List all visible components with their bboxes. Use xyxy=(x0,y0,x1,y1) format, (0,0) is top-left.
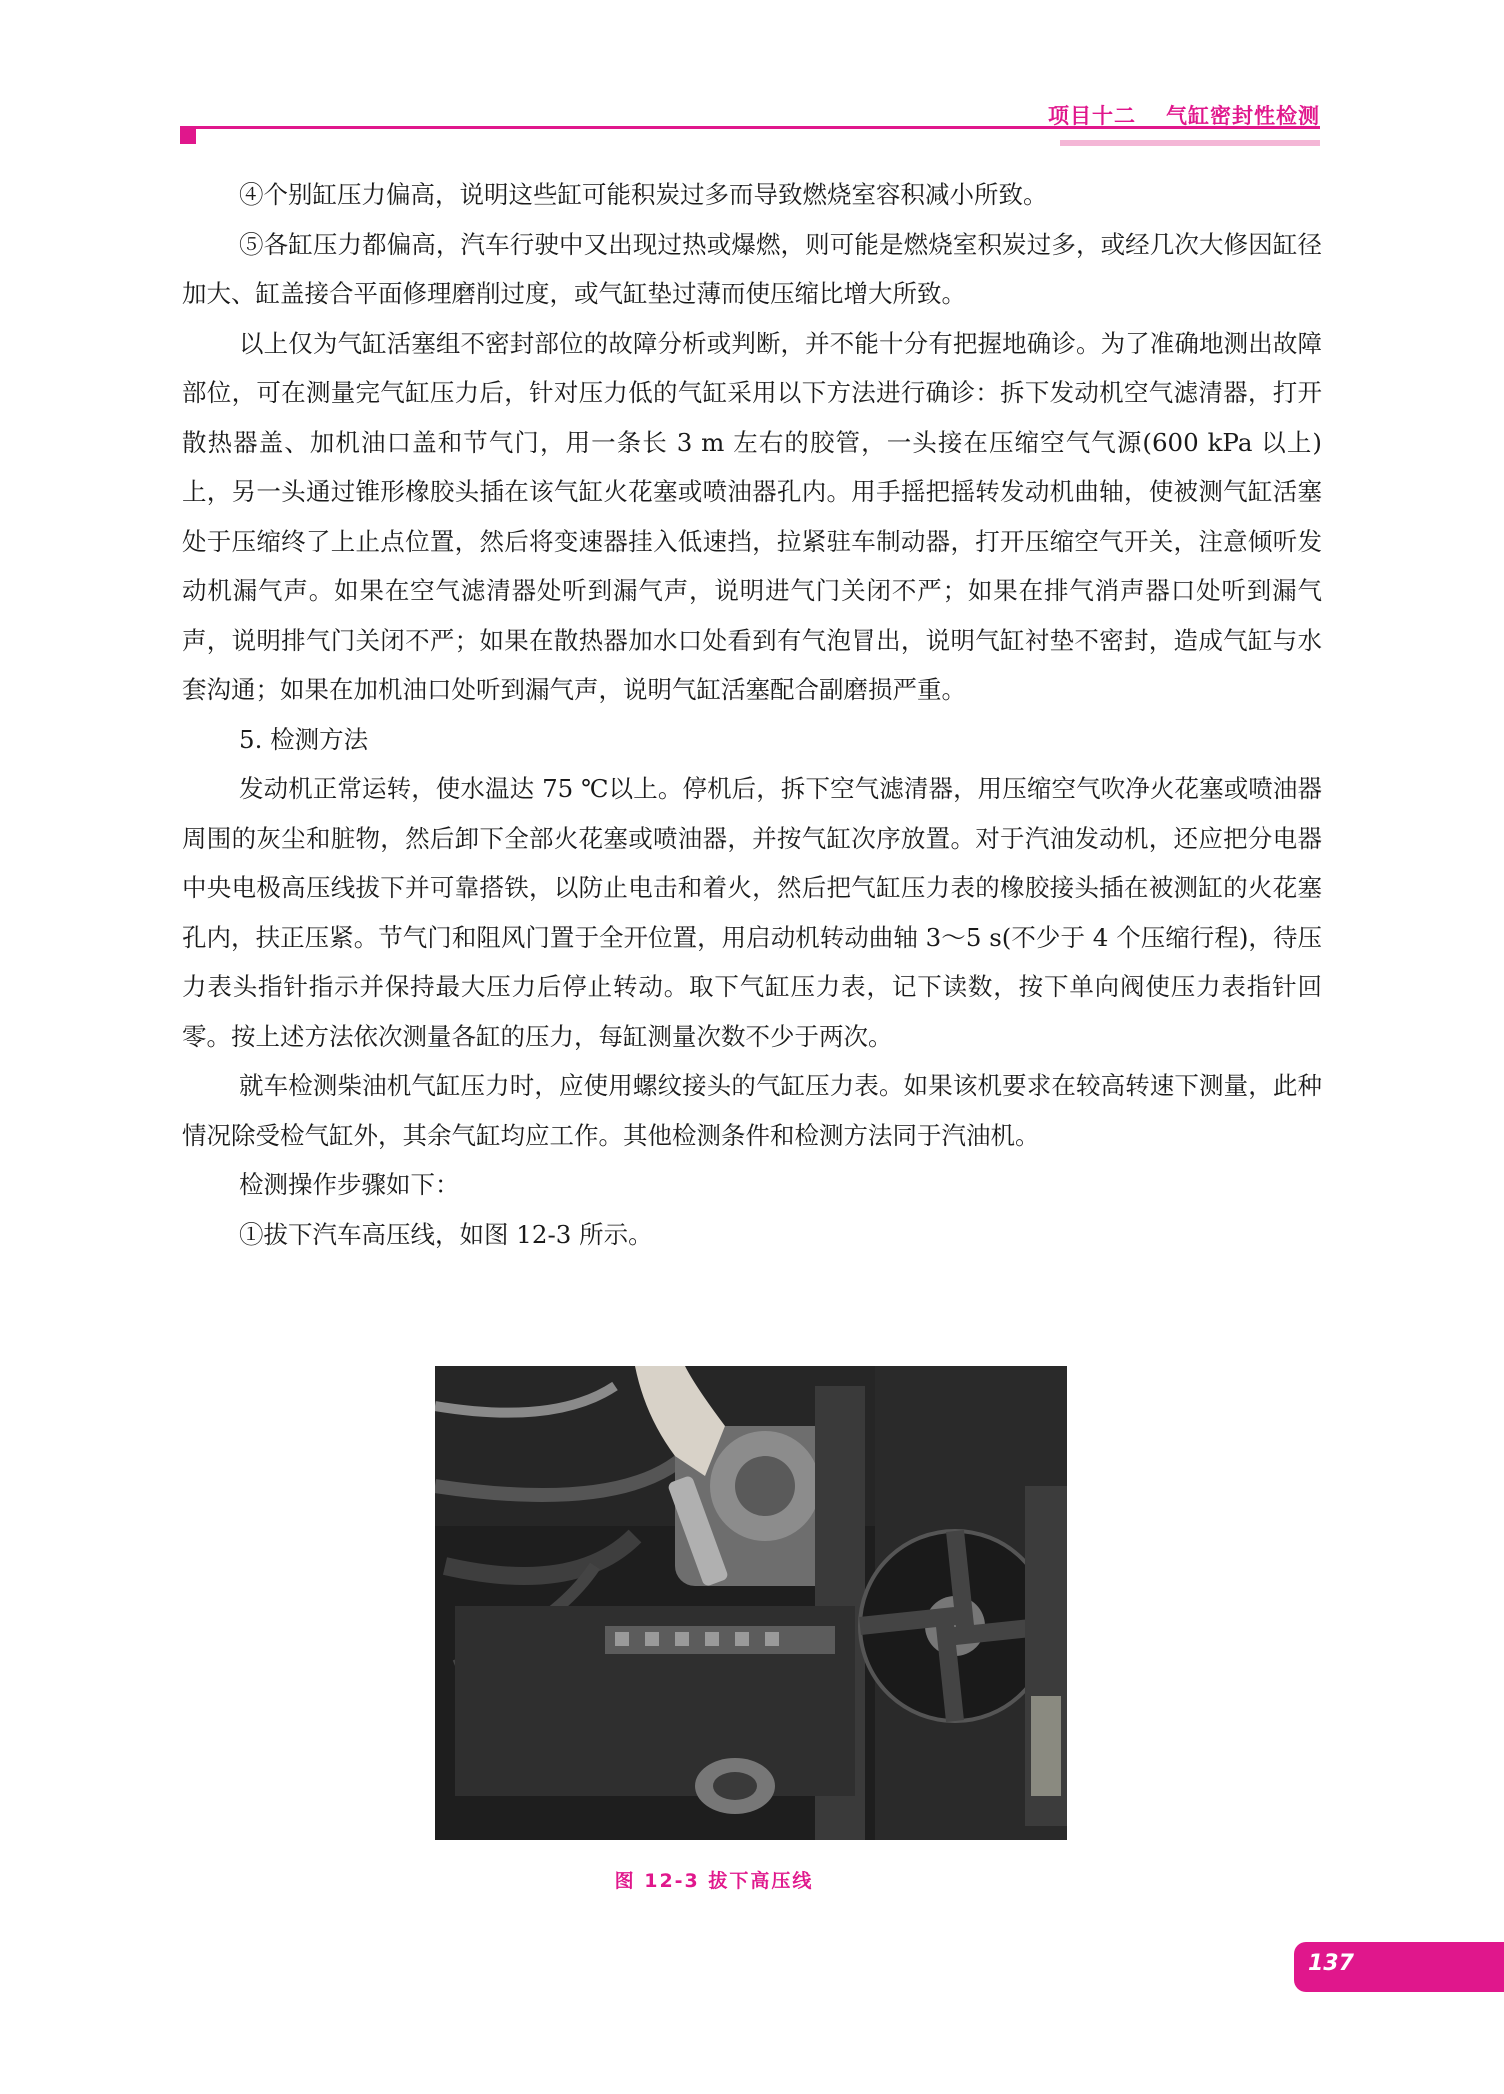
header-marker xyxy=(180,128,196,144)
engine-photo-illustration xyxy=(435,1366,1067,1840)
page-number: 137 xyxy=(1308,1951,1354,1976)
running-header xyxy=(1048,100,1320,130)
paragraph: ①拔下汽车高压线，如图 12-3 所示。 xyxy=(239,1219,653,1249)
engine-photo xyxy=(435,1366,1067,1840)
body-text xyxy=(182,170,1322,1259)
header-rule-accent xyxy=(1060,140,1320,146)
header-chapter: 气缸密封性检测 xyxy=(1166,104,1320,128)
section-heading: 5. 检测方法 xyxy=(239,724,369,754)
paragraph: ⑤各缸压力都偏高，汽车行驶中又出现过热或爆燃，则可能是燃烧室积炭过多，或经几次大修因缸径加大、缸盖接合平面修理磨削过度，或气缸垫过薄而使压缩比增大所致。 xyxy=(182,229,1322,308)
paragraph: 检测操作步骤如下： xyxy=(239,1170,460,1199)
paragraph: 发动机正常运转，使水温达 75 ℃以上。停机后，拆下空气滤清器，用压缩空气吹净火花塞或喷油器周围的灰尘和脏物，然后卸下全部火花塞或喷油器，并按气缸次序放置。对于汽油发动机，还应把分电器中央电极高压线拔下并可靠搭铁，以防止电击和着火，然后把气缸压力表的橡胶接头插在被测缸的火花塞孔内，扶正压紧。节气门和阻风门置于全开位置，用启动机转动曲轴 3～5 s(不少于 4 个压缩行程)，待压力表头指针指示并保持最大压力后停止转动。取下气缸压力表，记下读数，按下单向阀使压力表指针回零。按上述方法依次测量各缸的压力，每缸测量次数不少于两次。 xyxy=(182,774,1322,1051)
paragraph: 就车检测柴油机气缸压力时，应使用螺纹接头的气缸压力表。如果该机要求在较高转速下测量，此种情况除受检气缸外，其余气缸均应工作。其他检测条件和检测方法同于汽油机。 xyxy=(182,1071,1322,1150)
paragraph: 以上仅为气缸活塞组不密封部位的故障分析或判断，并不能十分有把握地确诊。为了准确地测出故障部位，可在测量完气缸压力后，针对压力低的气缸采用以下方法进行确诊：拆下发动机空气滤清器，打开散热器盖、加机油口盖和节气门，用一条长 3 m 左右的胶管，一头接在压缩空气气源(600 kPa 以上)上，另一头通过锥形橡胶头插在该气缸火花塞或喷油器孔内。用手摇把摇转发动机曲轴，使被测气缸活塞处于压缩终了上止点位置，然后将变速器挂入低速挡，拉紧驻车制动器，打开压缩空气开关，注意倾听发动机漏气声。如果在空气滤清器处听到漏气声，说明进气门关闭不严；如果在排气消声器口处听到漏气声，说明排气门关闭不严；如果在散热器加水口处看到有气泡冒出，说明气缸衬垫不密封，造成气缸与水套沟通；如果在加机油口处听到漏气声，说明气缸活塞配合副磨损严重。 xyxy=(182,328,1322,704)
page-number-tab xyxy=(1294,1942,1504,1992)
figure-caption: 图 12-3 拔下高压线 xyxy=(614,1870,814,1892)
header-project: 项目十二 xyxy=(1048,104,1136,128)
paragraph: ④个别缸压力偏高，说明这些缸可能积炭过多而导致燃烧室容积减小所致。 xyxy=(239,180,1048,209)
